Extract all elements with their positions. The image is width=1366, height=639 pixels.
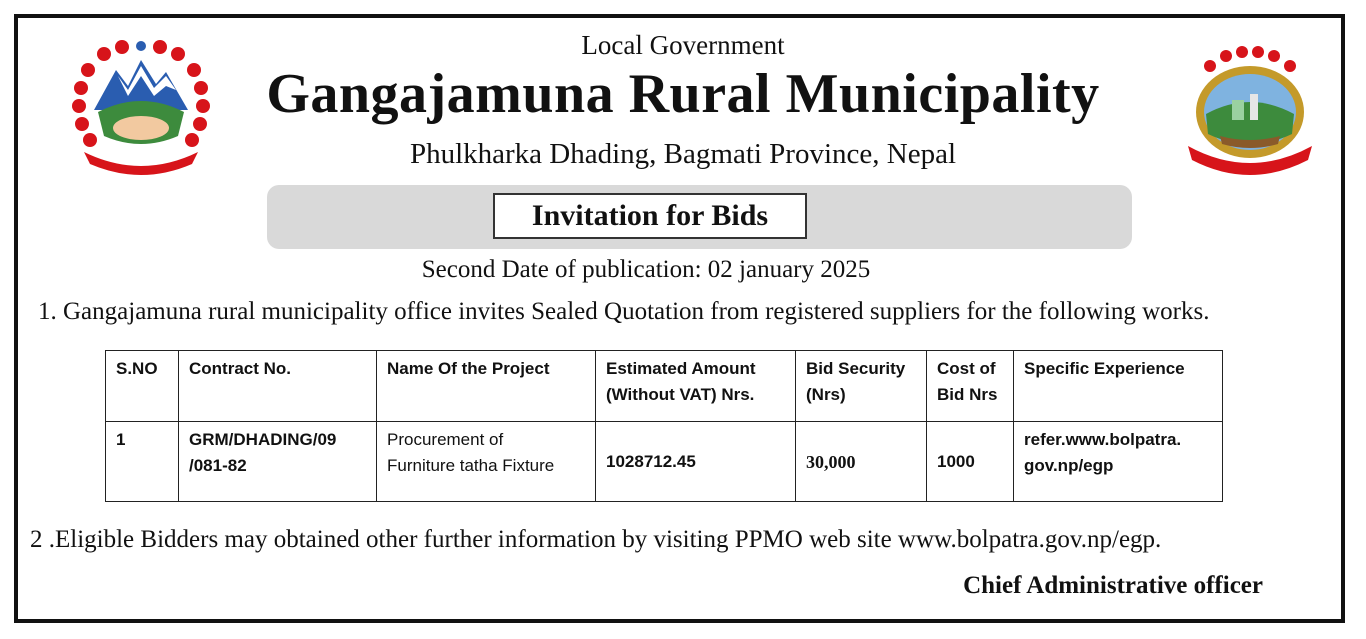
cell-sno: 1 xyxy=(106,422,179,502)
cell-amount: 1028712.45 xyxy=(596,422,796,502)
invitation-paragraph: 1. Gangajamuna rural municipality office invites Sealed Quotation from registered suppliers for the following works. xyxy=(38,298,1210,325)
cell-contract xyxy=(179,422,377,502)
header-amount-line1: Estimated Amount xyxy=(606,359,756,378)
header-experience: Specific Experience xyxy=(1014,351,1223,422)
eligibility-paragraph: 2 .Eligible Bidders may obtained other further information by visiting PPMO web site www.bolpatra.gov.np/egp. xyxy=(30,526,1162,553)
header-security-line1: Bid Security xyxy=(806,359,906,378)
bids-table xyxy=(105,350,1223,502)
header-cost xyxy=(927,351,1014,422)
cell-project-line1: Procurement of xyxy=(387,430,504,449)
signature-title: Chief Administrative officer xyxy=(963,572,1263,599)
cell-project-line2: Furniture tatha Fixture xyxy=(387,456,555,475)
header-project: Name Of the Project xyxy=(377,351,596,422)
header-contract: Contract No. xyxy=(179,351,377,422)
government-label: Local Government xyxy=(581,30,785,60)
cell-project xyxy=(377,422,596,502)
header-cost-line2: Bid Nrs xyxy=(937,385,998,404)
municipality-address: Phulkharka Dhading, Bagmati Province, Nepal xyxy=(409,138,957,170)
cell-contract-line1: GRM/DHADING/09 xyxy=(189,430,337,449)
cell-experience-line1: refer.www.bolpatra. xyxy=(1024,430,1182,449)
header-security-line2: (Nrs) xyxy=(806,385,846,404)
header-cost-line1: Cost of xyxy=(937,359,996,378)
cell-contract-line2: /081-82 xyxy=(189,456,247,475)
header-amount xyxy=(596,351,796,422)
cell-security: 30,000 xyxy=(796,422,927,502)
publication-date: Second Date of publication: 02 january 2025 xyxy=(421,256,871,283)
municipality-name: Gangajamuna Rural Municipality xyxy=(266,63,1100,125)
cell-cost: 1000 xyxy=(927,422,1014,502)
notice-title: Invitation for Bids xyxy=(493,193,807,239)
header-security xyxy=(796,351,927,422)
cell-experience-line2: gov.np/egp xyxy=(1024,456,1114,475)
header-amount-line2: (Without VAT) Nrs. xyxy=(606,385,755,404)
table-header-row xyxy=(106,351,1223,422)
table-row xyxy=(106,422,1223,502)
header-sno: S.NO xyxy=(106,351,179,422)
cell-experience xyxy=(1014,422,1223,502)
